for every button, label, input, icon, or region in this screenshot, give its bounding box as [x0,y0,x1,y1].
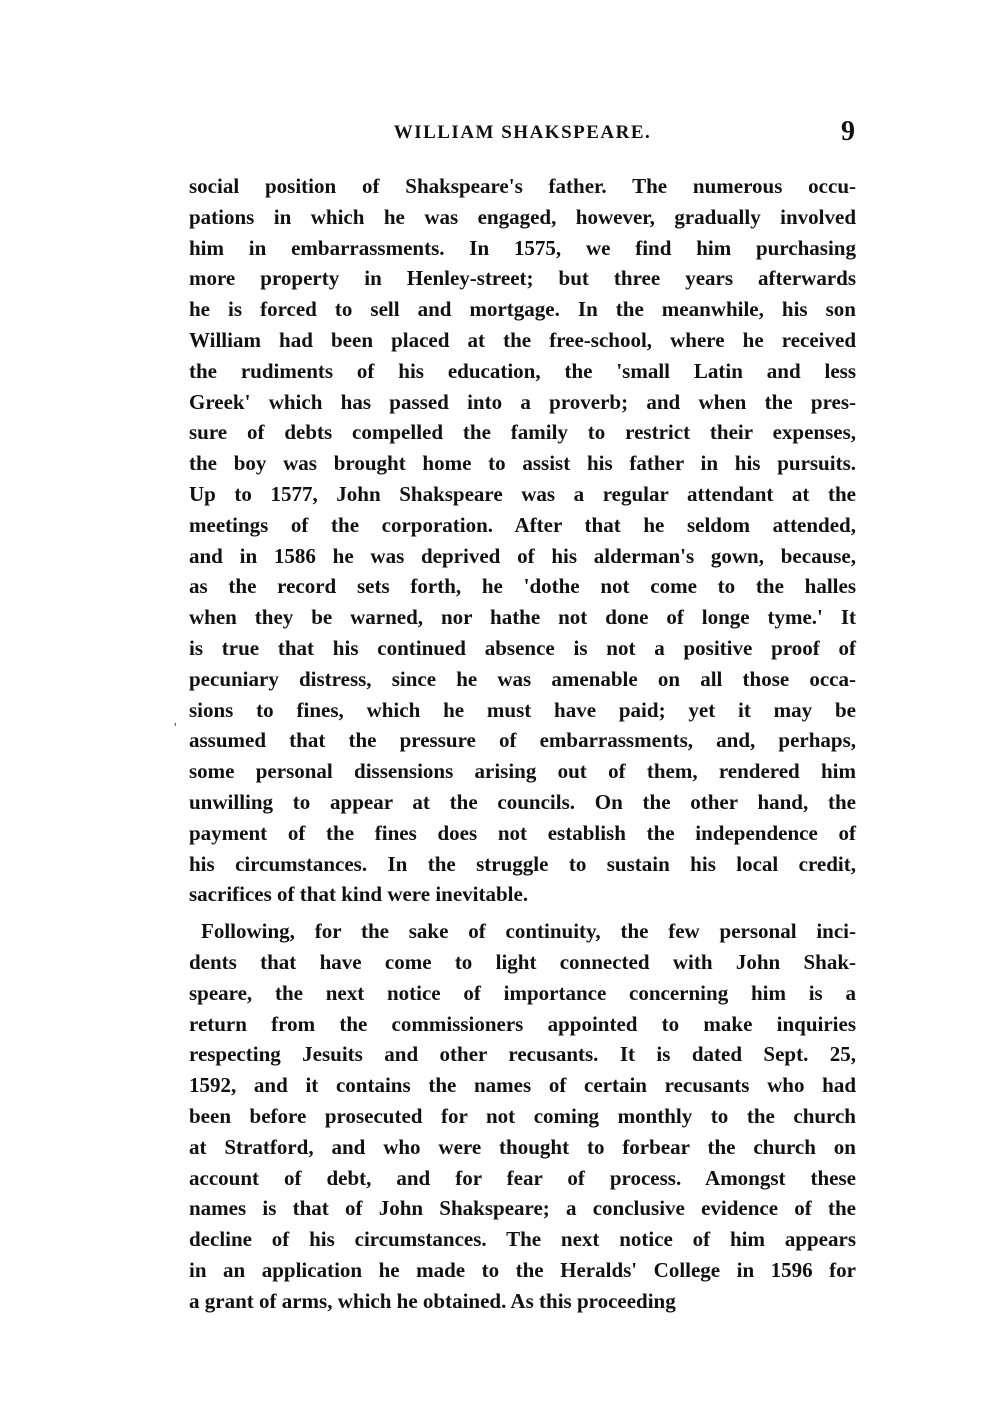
text-line: and in 1586 he was deprived of his alderman's gown, because, [189,543,856,568]
paragraph-1 [189,171,856,910]
text-line: Following, for the sake of continuity, the few personal inci- [201,919,856,944]
text-block [189,171,856,1316]
text-line: meetings of the corporation. After that he seldom attended, [189,512,856,537]
page-number: 9 [841,116,855,147]
text-line: decline of his circumstances. The next notice of him appears [189,1227,856,1252]
text-line: account of debt, and for fear of process. Amongst these [189,1165,856,1190]
paragraph-2 [189,916,856,1316]
text-line: Up to 1577, John Shakspeare was a regular attendant at the [189,481,856,506]
text-line: pecuniary distress, since he was amenable on all those occa- [189,666,856,691]
text-line: return from the commissioners appointed to make inquiries [189,1011,856,1036]
text-line: dents that have come to light connected with John Shak- [189,949,856,974]
running-head [190,116,855,156]
text-line: some personal dissensions arising out of them, rendered him [189,759,856,784]
text-line: in an application he made to the Heralds' College in 1596 for [189,1257,856,1282]
text-line: assumed that the pressure of embarrassments, and, perhaps, [189,728,856,753]
text-line: a grant of arms, which he obtained. As this proceeding [189,1288,676,1313]
running-title: WILLIAM SHAKSPEARE. [393,122,652,143]
text-line: names is that of John Shakspeare; a conclusive evidence of the [189,1196,856,1221]
text-line: social position of Shakspeare's father. The numerous occu- [189,174,856,198]
text-line: sacrifices of that kind were inevitable. [189,882,529,907]
text-line: pations in which he was engaged, however, gradually involved [189,204,856,229]
text-line: the rudiments of his education, the 'small Latin and less [189,358,856,383]
stray-ink-mark: ' [174,721,177,736]
text-line: Greek' which has passed into a proverb; and when the pres- [189,389,856,414]
text-line: William had been placed at the free-school, where he received [189,327,856,352]
text-line: more property in Henley-street; but three years afterwards [189,266,856,291]
text-line: at Stratford, and who were thought to forbear the church on [189,1134,856,1159]
text-line: speare, the next notice of importance concerning him is a [189,980,856,1005]
text-line: sure of debts compelled the family to restrict their expenses, [189,420,856,445]
text-line: the boy was brought home to assist his father in his pursuits. [189,451,856,476]
text-line: unwilling to appear at the councils. On the other hand, the [189,789,856,814]
text-line: as the record sets forth, he 'dothe not come to the halles [189,574,856,599]
text-line: respecting Jesuits and other recusants. It is dated Sept. 25, [189,1042,856,1067]
text-line: sions to fines, which he must have paid; yet it may be [189,697,856,722]
text-line: he is forced to sell and mortgage. In the meanwhile, his son [189,297,856,322]
text-line: been before prosecuted for not coming monthly to the church [189,1103,856,1128]
text-line: when they be warned, nor hathe not done of longe tyme.' It [189,605,856,630]
text-line: him in embarrassments. In 1575, we find him purchasing [189,235,856,260]
text-line: payment of the fines does not establish the independence of [189,820,856,845]
text-line: his circumstances. In the struggle to sustain his local credit, [189,851,856,876]
text-line: 1592, and it contains the names of certain recusants who had [189,1073,856,1098]
text-line: is true that his continued absence is not a positive proof of [189,635,856,660]
